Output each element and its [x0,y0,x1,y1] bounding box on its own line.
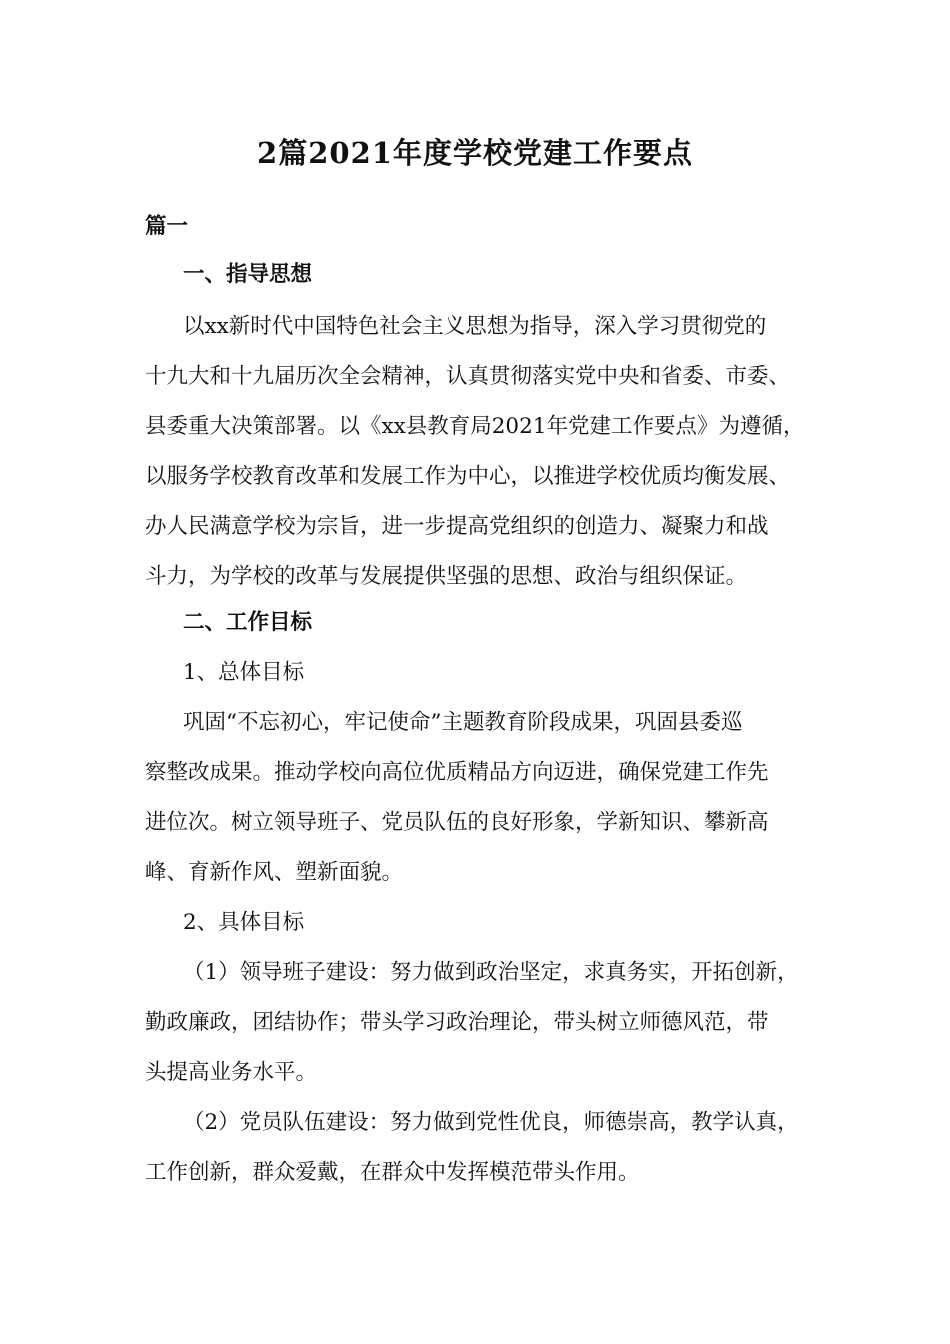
paragraph-line: 巩固“不忘初心，牢记使命”主题教育阶段成果，巩固县委巡 [183,710,743,735]
subheading-overall-goal: 1、总体目标 [183,660,305,685]
paragraph-line: 县委重大决策部署。以《xx县教育局2021年党建工作要点》为遵循， [145,414,805,439]
paragraph-line: 察整改成果。推动学校向高位优质精品方向迈进，确保党建工作先 [145,760,769,785]
paragraph-line: （1）领导班子建设：努力做到政治坚定，求真务实，开拓创新， [183,960,799,985]
paragraph-line: 办人民满意学校为宗旨，进一步提高党组织的创造力、凝聚力和战 [145,514,769,539]
paragraph-line: 头提高业务水平。 [145,1060,318,1085]
paragraph-line: （2）党员队伍建设：努力做到党性优良，师德崇高，教学认真， [183,1110,799,1135]
paragraph-line: 以xx新时代中国特色社会主义思想为指导，深入学习贯彻党的 [183,314,767,339]
paragraph-line: 十九大和十九届历次全会精神，认真贯彻落实党中央和省委、市委、 [145,364,791,389]
section-label-pian-yi: 篇一 [145,214,189,239]
paragraph-line: 勤政廉政，团结协作；带头学习政治理论，带头树立师德风范，带 [145,1010,769,1035]
subheading-specific-goals: 2、具体目标 [183,910,305,935]
paragraph-line: 峰、育新作风、塑新面貌。 [145,860,404,885]
paragraph-line: 工作创新，群众爱戴，在群众中发挥模范带头作用。 [145,1160,640,1185]
paragraph-line: 斗力，为学校的改革与发展提供坚强的思想、政治与组织保证。 [145,564,748,589]
paragraph-line: 进位次。树立领导班子、党员队伍的良好形象，学新知识、攀新高 [145,810,769,835]
paragraph-line: 以服务学校教育改革和发展工作为中心，以推进学校优质均衡发展、 [145,464,791,489]
heading-guiding-ideology: 一、指导思想 [183,262,313,287]
heading-work-goals: 二、工作目标 [183,610,313,635]
document-title: 2篇2021年度学校党建工作要点 [257,136,693,170]
